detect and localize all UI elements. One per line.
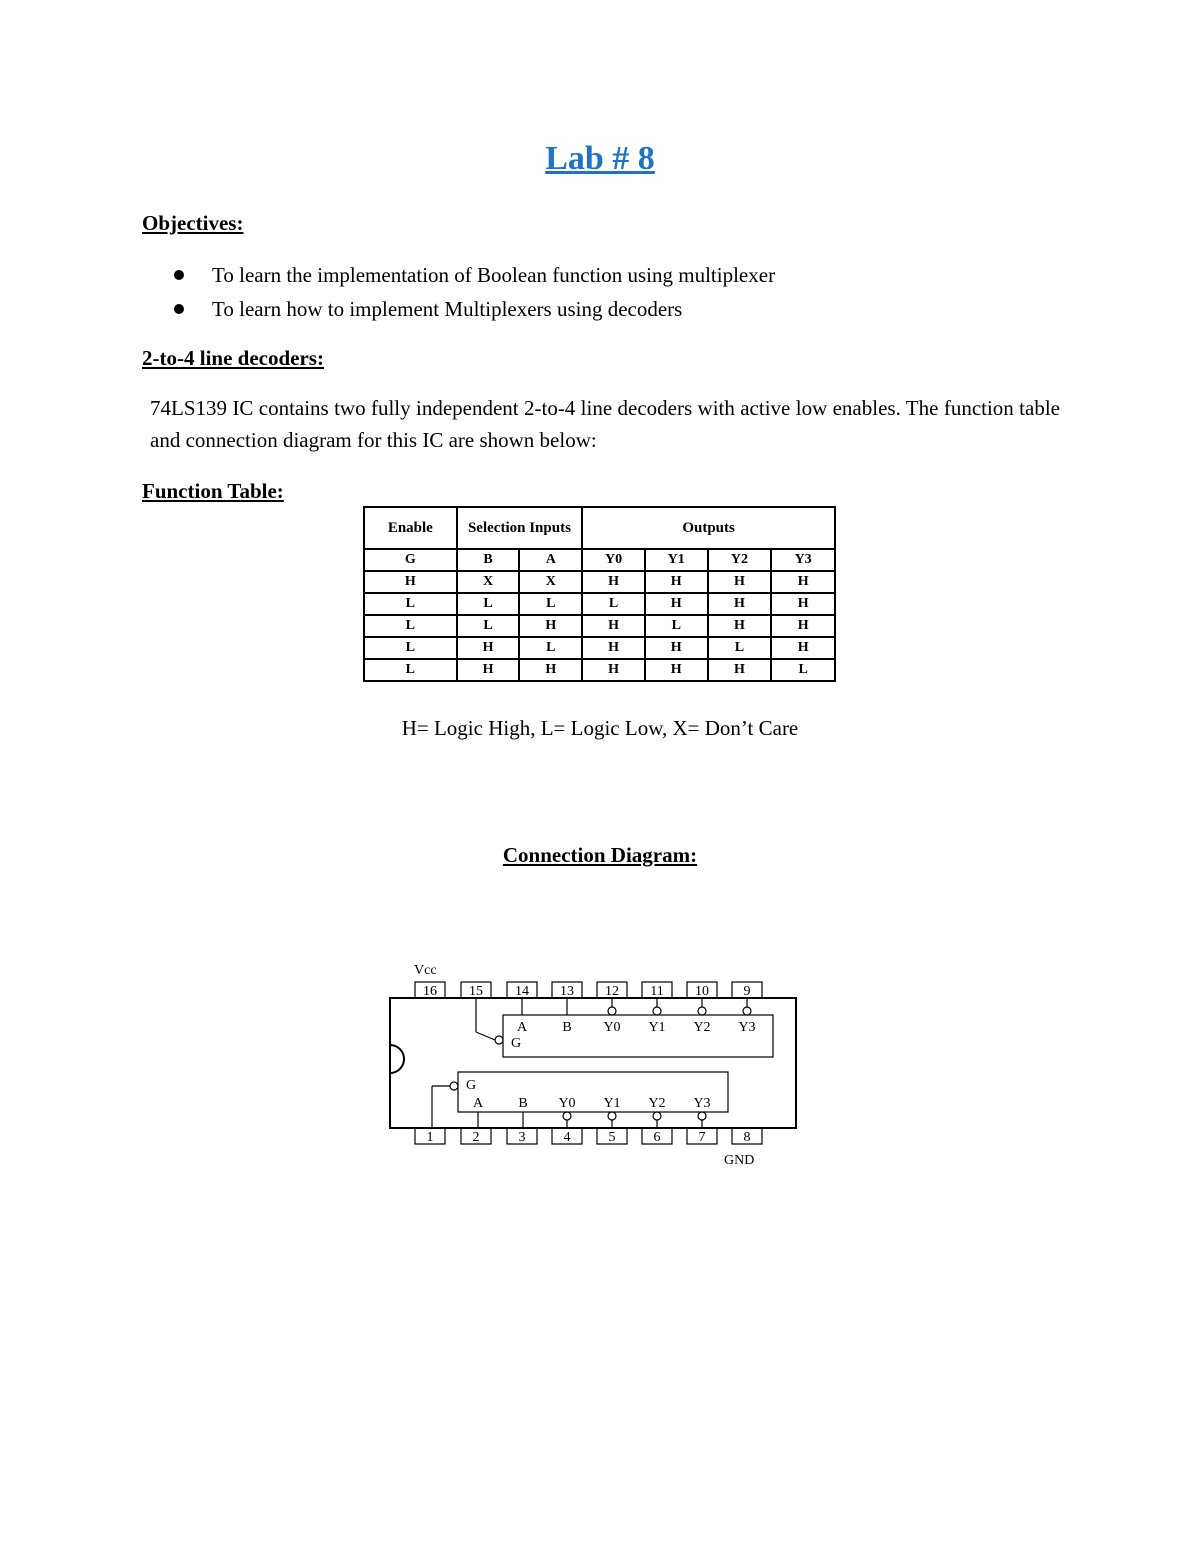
column-header: B — [457, 549, 520, 571]
column-header: Y1 — [645, 549, 708, 571]
table-cell: H — [364, 571, 457, 593]
lower-decoder-label: A — [472, 1096, 484, 1111]
lower-decoder-label: Y3 — [693, 1096, 711, 1111]
lower-g-label: G — [466, 1078, 477, 1093]
decoders-heading: 2-to-4 line decoders: — [142, 346, 324, 370]
upper-decoder-labels — [517, 1020, 756, 1035]
table-cell: L — [519, 593, 582, 615]
upper-decoder-label: Y0 — [603, 1020, 621, 1035]
connection-diagram-heading — [0, 843, 1200, 868]
table-cell: L — [582, 593, 645, 615]
table-cell: H — [645, 571, 708, 593]
table-cell: H — [771, 637, 835, 659]
table-row — [364, 571, 835, 593]
top-pin-number: 13 — [560, 984, 574, 999]
bottom-pins — [415, 1128, 762, 1145]
objectives-heading: Objectives: — [142, 211, 244, 235]
column-header: A — [519, 549, 582, 571]
column-header: Y0 — [582, 549, 645, 571]
bottom-pin-number: 7 — [698, 1130, 706, 1145]
top-pins — [415, 982, 762, 999]
upper-decoder-label: Y1 — [648, 1020, 666, 1035]
table-row — [364, 615, 835, 637]
table-cell: L — [708, 637, 772, 659]
lower-decoder-label: Y1 — [603, 1096, 621, 1111]
upper-output-bubble — [743, 1007, 751, 1015]
lower-decoder-box — [458, 1072, 728, 1112]
table-cell: H — [457, 659, 520, 681]
column-header: G — [364, 549, 457, 571]
bottom-pin-number: 3 — [518, 1130, 526, 1145]
lower-decoder-label: Y0 — [558, 1096, 576, 1111]
table-cell: L — [364, 615, 457, 637]
table-cell: L — [457, 615, 520, 637]
lower-output-wires — [563, 1112, 706, 1128]
lower-g-bubble — [450, 1082, 458, 1090]
upper-decoder-box — [503, 1015, 773, 1057]
bottom-pin-number: 6 — [653, 1130, 661, 1145]
lower-output-bubble — [698, 1112, 706, 1120]
bottom-pin-number: 2 — [472, 1130, 480, 1145]
table-cell: H — [645, 593, 708, 615]
top-pin-number: 11 — [650, 984, 664, 999]
page-title: Lab # 8 — [545, 140, 655, 177]
top-pin-number: 15 — [469, 984, 483, 999]
upper-decoder-label: Y3 — [738, 1020, 756, 1035]
bullet-icon — [174, 304, 184, 314]
upper-g-label: G — [511, 1036, 522, 1051]
list-item — [172, 292, 775, 326]
bullet-icon — [174, 270, 184, 280]
top-pin-number: 9 — [743, 984, 751, 999]
table-cell: H — [708, 593, 772, 615]
list-item — [172, 258, 775, 292]
table-cell: H — [582, 637, 645, 659]
table-column-row — [364, 549, 835, 571]
column-header: Y2 — [708, 549, 772, 571]
table-cell: H — [708, 615, 772, 637]
table-cell: H — [582, 659, 645, 681]
table-cell: H — [708, 571, 772, 593]
decoders-paragraph: 74LS139 IC contains two fully independent 2-to-4 line decoders with active low enables. The function table and connection diagram for this IC are shown below: — [150, 396, 1060, 452]
table-cell: L — [364, 593, 457, 615]
vcc-label: Vcc — [414, 963, 437, 978]
function-table — [363, 506, 836, 682]
lower-output-bubble — [653, 1112, 661, 1120]
table-cell: H — [771, 615, 835, 637]
upper-decoder-label: A — [516, 1020, 528, 1035]
function-table-heading: Function Table: — [142, 479, 284, 503]
table-group-header: Selection Inputs — [457, 507, 583, 549]
table-cell: H — [645, 637, 708, 659]
ic-body — [390, 998, 796, 1128]
table-legend: H= Logic High, L= Logic Low, X= Don’t Care — [401, 716, 799, 740]
gnd-label: GND — [724, 1153, 755, 1168]
lower-output-bubble — [563, 1112, 571, 1120]
table-group-header: Enable — [364, 507, 457, 549]
table-cell: H — [457, 637, 520, 659]
upper-output-bubble — [698, 1007, 706, 1015]
bottom-pin-number: 8 — [743, 1130, 751, 1145]
upper-output-wires — [608, 998, 751, 1015]
table-cell: H — [645, 659, 708, 681]
table-cell: H — [771, 593, 835, 615]
table-cell: X — [457, 571, 520, 593]
lower-decoder-labels — [473, 1096, 711, 1111]
top-pin-number: 10 — [695, 984, 709, 999]
table-cell: H — [582, 571, 645, 593]
table-cell: L — [519, 637, 582, 659]
lower-output-bubble — [608, 1112, 616, 1120]
table-cell: H — [519, 659, 582, 681]
top-pin-number: 16 — [423, 984, 437, 999]
table-row — [364, 659, 835, 681]
column-header: Y3 — [771, 549, 835, 571]
table-header-row — [364, 507, 835, 549]
table-cell: H — [519, 615, 582, 637]
upper-output-bubble — [653, 1007, 661, 1015]
lower-decoder-label: B — [518, 1096, 528, 1111]
top-pin-number: 12 — [605, 984, 619, 999]
table-cell: L — [457, 593, 520, 615]
bottom-pin-number: 4 — [563, 1130, 571, 1145]
table-cell: L — [645, 615, 708, 637]
connection-diagram-heading-text: Connection Diagram: — [502, 843, 698, 867]
table-cell: X — [519, 571, 582, 593]
table-row — [364, 637, 835, 659]
upper-decoder-label: B — [562, 1020, 572, 1035]
table-cell: L — [771, 659, 835, 681]
table-body — [364, 571, 835, 681]
ic-notch — [390, 1045, 404, 1073]
bottom-pin-number: 1 — [426, 1130, 434, 1145]
connection-diagram — [380, 960, 810, 1170]
wire-pin15-g — [476, 1032, 495, 1040]
table-row — [364, 593, 835, 615]
table-group-header: Outputs — [582, 507, 835, 549]
bottom-pin-number: 5 — [608, 1130, 616, 1145]
table-cell: H — [582, 615, 645, 637]
objectives-list — [172, 258, 775, 326]
objective-text: To learn the implementation of Boolean function using multiplexer — [212, 263, 776, 287]
upper-output-bubble — [608, 1007, 616, 1015]
table-cell: L — [364, 637, 457, 659]
upper-decoder-label: Y2 — [693, 1020, 711, 1035]
objective-text: To learn how to implement Multiplexers using decoders — [212, 297, 683, 321]
lower-decoder-label: Y2 — [648, 1096, 666, 1111]
table-cell: H — [771, 571, 835, 593]
top-pin-number: 14 — [515, 984, 529, 999]
table-cell: L — [364, 659, 457, 681]
table-cell: H — [708, 659, 772, 681]
upper-g-bubble — [495, 1036, 503, 1044]
